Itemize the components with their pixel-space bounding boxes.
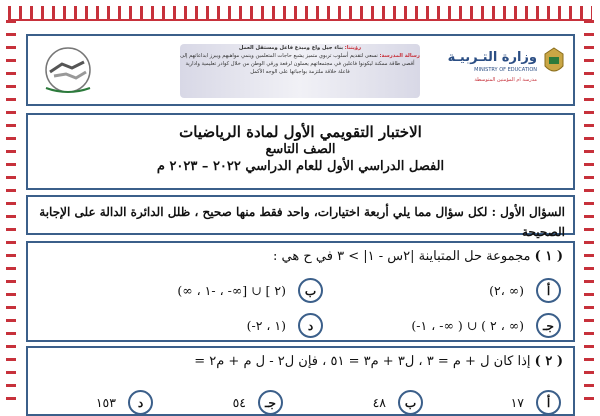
exam-title: الاختبار التقويمي الأول لمادة الرياضيات: [179, 123, 422, 141]
ministry-logo: [427, 42, 567, 100]
vision-text: بناء جيل واع ومبدع فاعل ومستقل العمل: [238, 45, 344, 51]
binder-spiral-left: [6, 20, 16, 405]
q1-option-a[interactable]: [489, 278, 561, 303]
q1-option-b[interactable]: [177, 278, 323, 303]
q2-option-a-circle[interactable]: أ: [536, 390, 561, 415]
q1-option-c-circle[interactable]: جـ: [536, 313, 561, 338]
exam-grade: الصف التاسع: [265, 142, 336, 157]
question-2-text: [194, 354, 563, 369]
question-1-number: ( ١ ): [534, 249, 563, 264]
q2-option-c[interactable]: [233, 390, 283, 415]
q1-option-b-value: (∞ ، ٢ ] ∪ [∞- ، -١): [177, 283, 286, 298]
question-2: [26, 346, 575, 416]
q1-option-d[interactable]: [247, 313, 323, 338]
q1-option-c-value: (-١ ، -∞ ) ∪ ( ٢ ، ∞): [411, 318, 524, 333]
binder-spiral-top: [8, 6, 592, 20]
q1-option-c[interactable]: [411, 313, 561, 338]
header-box: [26, 34, 575, 106]
state-emblem-icon: [541, 46, 567, 78]
q1-option-d-circle[interactable]: د: [298, 313, 323, 338]
q2-option-d-value: ١٥٣: [95, 395, 116, 410]
instruction-text: السؤال الأول : لكل سؤال مما يلي أربعة اختيارات، واحد فقط منها صحيح ، ظلل الدائرة الدالة على الإجابة الصحيحة: [39, 205, 565, 239]
question-1-stem: مجموعة حل المتباينة |٢س - ١| > ٣ في ح هي :: [273, 249, 531, 264]
q2-option-a-value: ١٧: [510, 395, 524, 410]
q2-option-c-circle[interactable]: جـ: [258, 390, 283, 415]
q1-option-d-value: (-١ ، ٢): [246, 318, 286, 333]
q2-option-d[interactable]: [96, 390, 153, 415]
mission-label: رسالة المدرسة:: [379, 53, 420, 59]
q2-option-b[interactable]: [373, 390, 423, 415]
q1-option-b-circle[interactable]: ب: [298, 278, 323, 303]
q2-option-b-circle[interactable]: ب: [398, 390, 423, 415]
instruction-box: [26, 195, 575, 239]
q1-option-a-circle[interactable]: أ: [536, 278, 561, 303]
q2-option-a[interactable]: [511, 390, 561, 415]
exam-term: الفصل الدراسي الأول للعام الدراسي ٢٠٢٢ – ٢٠٢٣ م: [156, 159, 445, 174]
ministry-name: وزارة التـربيـة: [447, 50, 537, 65]
mission-text: نسعى لتقديم أسلوب تربوي متميز يشبع حاجات المتعلمين وينمي مواهبهم ويبرز ابداعاتهم إلى أقصى طاقة ممكنة ليكونوا فاعلين في مجتمعاتهم يعملون لرفعة ورقي الوطن من خلال كوادر تعليمية وادارية فاعلة خلاقة ملتزمة بواجباتها على الوجه الأكمل: [180, 53, 415, 75]
binder-spiral-right: [584, 20, 594, 405]
q2-option-b-value: ٤٨: [372, 395, 386, 410]
ministry-name-en: MINISTRY OF EDUCATION: [474, 67, 537, 73]
handshake-logo-icon: [36, 44, 100, 96]
question-2-number: ( ٢ ): [534, 354, 563, 369]
question-2-stem: إذا كان ل + م = ٣ ، ل٣ + م٣ = ٥١ ، فإن ل٢ - ل م + م٢ =: [194, 354, 531, 369]
q1-option-a-value: (٢، ∞): [489, 283, 524, 298]
question-1-text: [273, 249, 563, 264]
q2-option-c-value: ٥٤: [232, 395, 246, 410]
school-vision-banner: [180, 44, 420, 98]
vision-label: رؤيتنا:: [344, 45, 362, 51]
exam-title-box: [26, 113, 575, 190]
binder-line: [8, 19, 592, 21]
q2-option-d-circle[interactable]: د: [128, 390, 153, 415]
school-name: مدرسة ام المؤمنين المتوسطة: [474, 77, 537, 83]
question-1: [26, 241, 575, 342]
